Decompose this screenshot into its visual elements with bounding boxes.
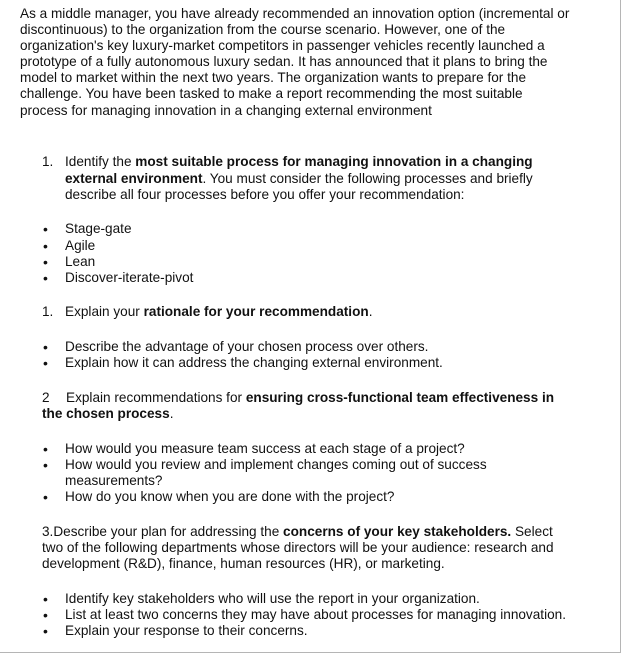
list-item: How would you measure team success at each stage of a project? [65, 441, 465, 456]
question-text-line: development (R&D), finance, human resources (HR), or marketing. [42, 556, 445, 571]
bullet-icon: • [43, 591, 48, 607]
question-text-line: Explain your rationale for your recommendation. [65, 304, 373, 319]
question-text-line: 3.Describe your plan for addressing the concerns of your key stakeholders. Select [42, 524, 553, 539]
bullet-icon: • [43, 339, 48, 355]
bullet-icon: • [43, 607, 48, 623]
list-item: Explain how it can address the changing external environment. [65, 355, 443, 370]
question-number: 2 [42, 390, 50, 405]
bullet-icon: • [43, 355, 48, 371]
bullet-icon: • [43, 221, 48, 237]
intro-line: model to market within the next two years. The organization wants to prepare for the [20, 70, 527, 85]
question-text-line: two of the following departments whose directors will be your audience: research and [42, 540, 554, 555]
question-number: 1. [42, 154, 54, 169]
intro-line: organization's key luxury-market competitors in passenger vehicles recently launched a [20, 38, 545, 53]
bullet-icon: • [43, 623, 48, 639]
list-item: Lean [65, 254, 96, 269]
question-text-line: the chosen process. [42, 406, 174, 421]
bullet-icon: • [43, 254, 48, 270]
bullet-icon: • [43, 489, 48, 505]
list-item: Discover-iterate-pivot [65, 270, 194, 285]
question-text-line: Explain recommendations for ensuring cross-functional team effectiveness in [66, 390, 555, 405]
list-item-continuation: measurements? [65, 473, 163, 488]
list-item: Describe the advantage of your chosen process over others. [65, 339, 429, 354]
intro-line: process for managing innovation in a changing external environment [20, 103, 432, 118]
list-item: List at least two concerns they may have about processes for managing innovation. [65, 607, 566, 622]
intro-line: prototype of a fully autonomous luxury sedan. It has announced that it plans to bring the [20, 54, 548, 69]
bullet-icon: • [43, 457, 48, 473]
list-item: Agile [65, 238, 96, 253]
question-text-line: external environment. You must consider the following processes and briefly [65, 171, 533, 186]
list-item: Identify key stakeholders who will use the report in your organization. [65, 591, 480, 606]
bullet-icon: • [43, 238, 48, 254]
bullet-icon: • [43, 441, 48, 457]
intro-line: challenge. You have been tasked to make a report recommending the most suitable [20, 86, 523, 101]
list-item: How do you know when you are done with the project? [65, 489, 395, 504]
intro-line: discontinuous) to the organization from the course scenario. However, one of the [20, 22, 506, 37]
list-item: How would you review and implement changes coming out of success [65, 457, 487, 472]
bullet-icon: • [43, 270, 48, 286]
question-text-line: Identify the most suitable process for managing innovation in a changing [65, 154, 533, 169]
question-number: 1. [42, 304, 54, 319]
list-item: Explain your response to their concerns. [65, 623, 308, 638]
intro-line: As a middle manager, you have already recommended an innovation option (incremental or [20, 6, 570, 21]
question-text-line: describe all four processes before you offer your recommendation: [65, 187, 465, 202]
list-item: Stage-gate [65, 221, 132, 236]
